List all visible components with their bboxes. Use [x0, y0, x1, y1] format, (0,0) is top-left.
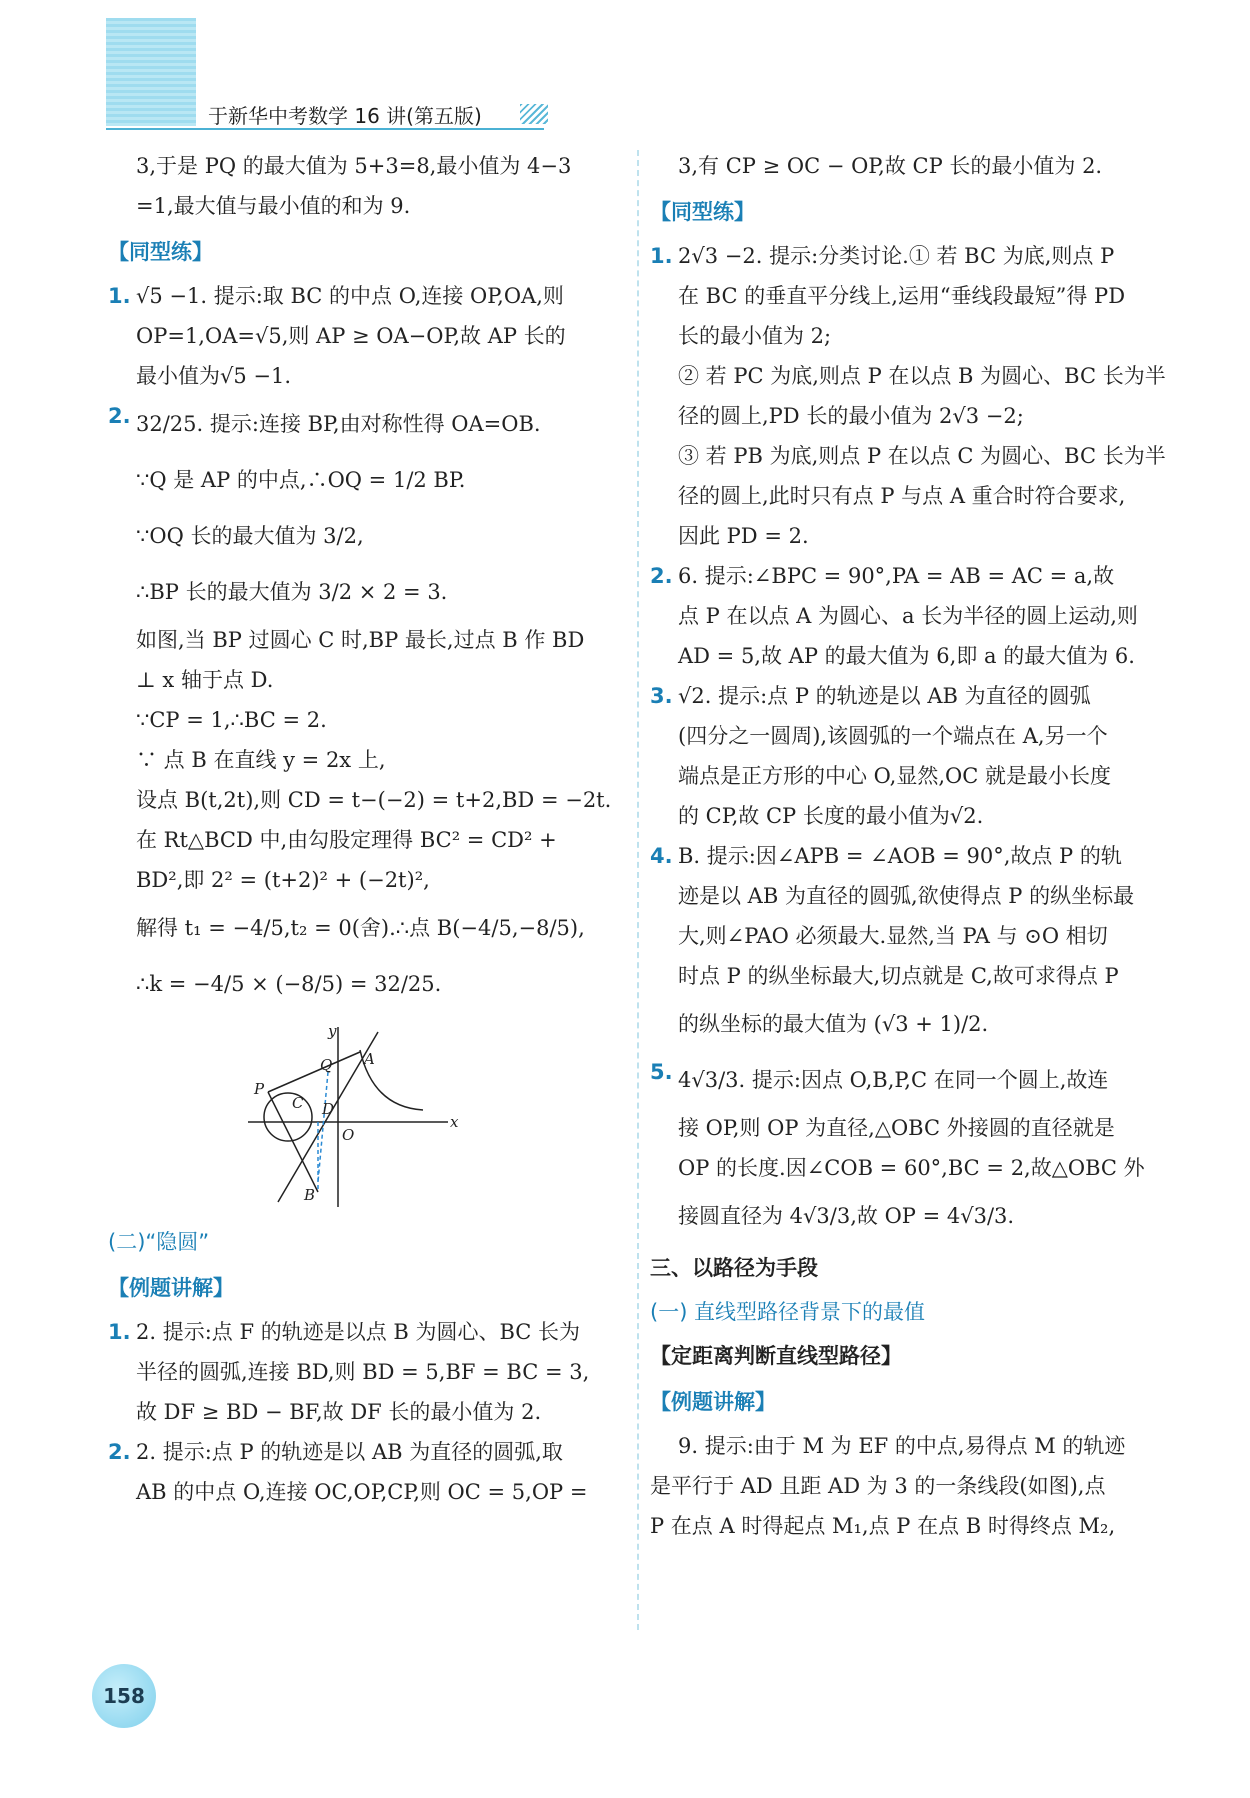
- text-line: =1,最大值与最小值的和为 9.: [136, 194, 411, 218]
- label-d: D: [322, 1100, 335, 1118]
- text-line: ∵ 点 B 在直线 y = 2x 上,: [136, 748, 386, 772]
- text-line: 的 CP,故 CP 长度的最小值为√2.: [678, 804, 984, 828]
- text-line: AD = 5,故 AP 的最大值为 6,即 a 的最大值为 6.: [678, 644, 1135, 668]
- text-line: 因此 PD = 2.: [678, 524, 809, 548]
- answer-item: [650, 836, 1178, 1052]
- text-line: 在 Rt△BCD 中,由勾股定理得 BC² = CD² +: [136, 828, 557, 852]
- item-number: 1.: [650, 244, 673, 268]
- text-line: 大,则∠PAO 必须最大.显然,当 PA 与 ⊙O 相切: [678, 924, 1108, 948]
- text-line: OP 的长度.因∠COB = 60°,BC = 2,故△OBC 外: [678, 1156, 1145, 1180]
- text-line: 在 BC 的垂直平分线上,运用“垂线段最短”得 PD: [678, 284, 1126, 308]
- answer-item: [108, 1432, 626, 1512]
- text-line: P 在点 A 时得起点 M₁,点 P 在点 B 时得终点 M₂,: [650, 1514, 1116, 1538]
- item-number: 2.: [108, 404, 131, 428]
- text-line: 解得 t₁ = −4/5,t₂ = 0(舍).∴点 B(−4/5,−8/5),: [136, 916, 585, 940]
- left-column: [108, 146, 626, 1512]
- item-number: 4.: [650, 844, 673, 868]
- text-line: 最小值为√5 −1.: [136, 364, 292, 388]
- label-x: x: [450, 1113, 459, 1131]
- item-number: 2.: [650, 564, 673, 588]
- answer-item: [650, 676, 1178, 836]
- text-line: 径的圆上,PD 长的最小值为 2√3 −2;: [678, 404, 1024, 428]
- section-tag: 【同型练】: [108, 240, 213, 264]
- answer-item: [650, 1052, 1178, 1244]
- text-line: ∴k = −4/5 × (−8/5) = 32/25.: [136, 972, 442, 996]
- page-number: 158: [92, 1664, 156, 1728]
- text-line: √5 −1. 提示:取 BC 的中点 O,连接 OP,OA,则: [136, 284, 564, 308]
- text-line: OP=1,OA=√5,则 AP ≥ OA−OP,故 AP 长的: [136, 324, 566, 348]
- text-line: ∵Q 是 AP 的中点,∴OQ = 1/2 BP.: [136, 468, 466, 492]
- text-line: 端点是正方形的中心 O,显然,OC 就是最小长度: [678, 764, 1111, 788]
- section-tag: 【同型练】: [650, 200, 755, 224]
- answer-item: [108, 276, 626, 396]
- label-y: y: [328, 1022, 337, 1040]
- text-line: 径的圆上,此时只有点 P 与点 A 重合时符合要求,: [678, 484, 1126, 508]
- text-line: BD²,即 2² = (t+2)² + (−2t)²,: [136, 868, 430, 892]
- text-line: 时点 P 的纵坐标最大,切点就是 C,故可求得点 P: [678, 964, 1119, 988]
- text-line: 9. 提示:由于 M 为 EF 的中点,易得点 M 的轨迹: [678, 1434, 1126, 1458]
- text-line: 3,有 CP ≥ OC − OP,故 CP 长的最小值为 2.: [678, 154, 1103, 178]
- right-column: [650, 146, 1178, 1546]
- label-p: P: [254, 1080, 265, 1098]
- text-line: 是平行于 AD 且距 AD 为 3 的一条线段(如图),点: [650, 1474, 1106, 1498]
- item-number: 5.: [650, 1060, 673, 1084]
- item-number: 1.: [108, 284, 131, 308]
- text-line: 迹是以 AB 为直径的圆弧,欲使得点 P 的纵坐标最: [678, 884, 1135, 908]
- text-line: 半径的圆弧,连接 BD,则 BD = 5,BF = BC = 3,: [136, 1360, 590, 1384]
- answer-item: [108, 396, 626, 1012]
- geometry-figure: [248, 1022, 468, 1212]
- text-line: ⊥ x 轴于点 D.: [136, 668, 274, 692]
- answer-item: [108, 1312, 626, 1432]
- text-line: 2. 提示:点 F 的轨迹是以点 B 为圆心、BC 长为: [136, 1320, 581, 1344]
- column-divider: [637, 150, 639, 1630]
- text-line: ③ 若 PB 为底,则点 P 在以点 C 为圆心、BC 长为半: [678, 444, 1166, 468]
- header-rule: [106, 128, 544, 130]
- text-line: 如图,当 BP 过圆心 C 时,BP 最长,过点 B 作 BD: [136, 628, 585, 652]
- book-title: 于新华中考数学 16 讲(第五版): [208, 104, 482, 128]
- text-line: 6. 提示:∠BPC = 90°,PA = AB = AC = a,故: [678, 564, 1115, 588]
- method-heading: 【定距离判断直线型路径】: [650, 1344, 902, 1368]
- text-line: 点 P 在以点 A 为圆心、a 长为半径的圆上运动,则: [678, 604, 1138, 628]
- item-number: 1.: [108, 1320, 131, 1344]
- subsection-title: (二)“隐圆”: [108, 1230, 210, 1254]
- text-line: 3,于是 PQ 的最大值为 5+3=8,最小值为 4−3: [136, 154, 572, 178]
- section-tag: 【例题讲解】: [650, 1390, 776, 1414]
- text-line: ∴BP 长的最大值为 3/2 × 2 = 3.: [136, 580, 448, 604]
- label-q: Q: [320, 1056, 333, 1074]
- text-line: B. 提示:因∠APB = ∠AOB = 90°,故点 P 的轨: [678, 844, 1122, 868]
- section-heading: 三、以路径为手段: [650, 1256, 818, 1280]
- label-c: C: [292, 1094, 304, 1112]
- text-line: 接圆直径为 4√3/3,故 OP = 4√3/3.: [678, 1204, 1015, 1228]
- text-line: ② 若 PC 为底,则点 P 在以点 B 为圆心、BC 长为半: [678, 364, 1166, 388]
- answer-item: [650, 556, 1178, 676]
- text-line: 32/25. 提示:连接 BP,由对称性得 OA=OB.: [136, 412, 541, 436]
- text-line: 4√3/3. 提示:因点 O,B,P,C 在同一个圆上,故连: [678, 1068, 1109, 1092]
- text-line: 故 DF ≥ BD − BF,故 DF 长的最小值为 2.: [136, 1400, 542, 1424]
- label-o: O: [342, 1126, 355, 1144]
- label-a: A: [364, 1050, 375, 1068]
- answer-item: [650, 236, 1178, 556]
- text-line: √2. 提示:点 P 的轨迹是以 AB 为直径的圆弧: [678, 684, 1091, 708]
- text-line: 2. 提示:点 P 的轨迹是以 AB 为直径的圆弧,取: [136, 1440, 563, 1464]
- item-number: 3.: [650, 684, 673, 708]
- text-line: ∵CP = 1,∴BC = 2.: [136, 708, 327, 732]
- text-line: 的纵坐标的最大值为 (√3 + 1)/2.: [678, 1012, 989, 1036]
- circle-c: [264, 1093, 312, 1141]
- segment-oq: [318, 1072, 328, 1182]
- section-tag: 【例题讲解】: [108, 1276, 234, 1300]
- label-b: B: [304, 1186, 316, 1204]
- header-stripes: [520, 104, 548, 124]
- text-line: (四分之一圆周),该圆弧的一个端点在 A,另一个: [678, 724, 1108, 748]
- text-line: 接 OP,则 OP 为直径,△OBC 外接圆的直径就是: [678, 1116, 1115, 1140]
- header-decoration: [106, 18, 196, 126]
- subsection-title: (一) 直线型路径背景下的最值: [650, 1300, 926, 1324]
- text-line: 设点 B(t,2t),则 CD = t−(−2) = t+2,BD = −2t.: [136, 788, 612, 812]
- text-line: AB 的中点 O,连接 OC,OP,CP,则 OC = 5,OP =: [136, 1480, 588, 1504]
- text-line: 2√3 −2. 提示:分类讨论.① 若 BC 为底,则点 P: [678, 244, 1115, 268]
- text-line: 长的最小值为 2;: [678, 324, 832, 348]
- item-number: 2.: [108, 1440, 131, 1464]
- text-line: ∵OQ 长的最大值为 3/2,: [136, 524, 364, 548]
